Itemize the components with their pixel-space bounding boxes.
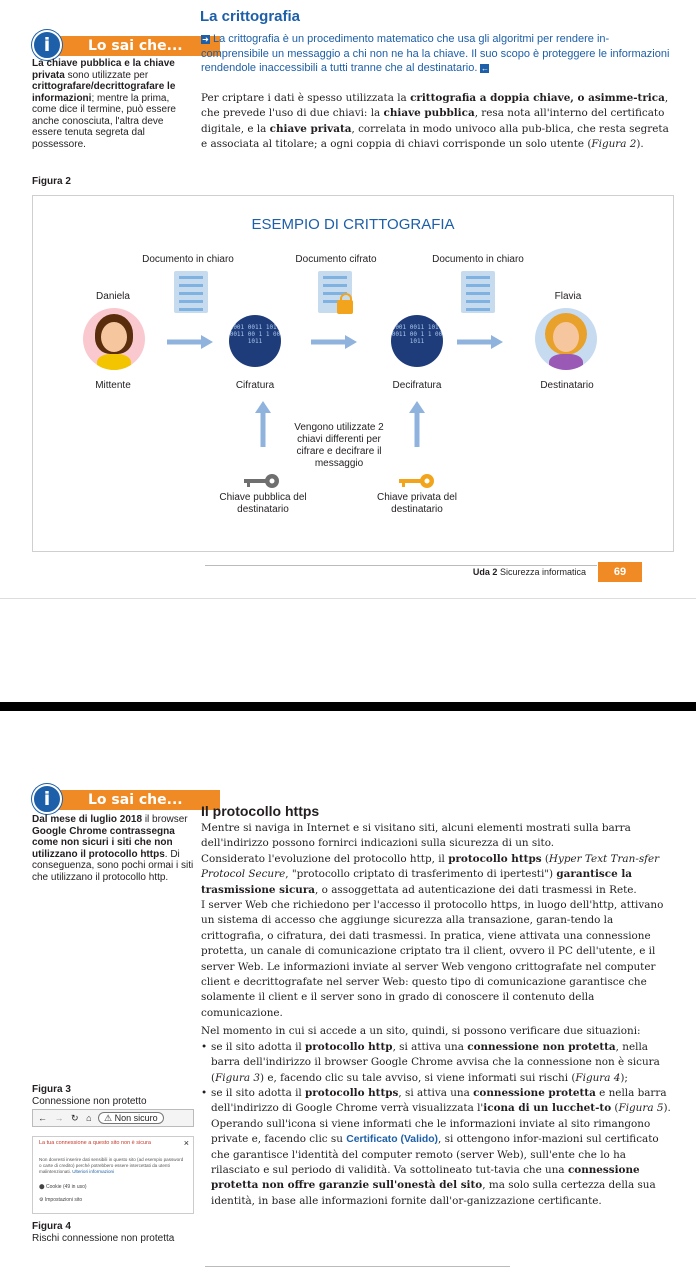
encrypt-label: Cifratura xyxy=(235,380,275,391)
doc-cipher-label: Documento cifrato xyxy=(295,254,377,265)
sender-name: Daniela xyxy=(96,291,130,302)
section-title: Il protocollo https xyxy=(201,803,320,819)
doc-plain-right-label: Documento in chiaro xyxy=(432,254,524,265)
home-icon[interactable]: ⌂ xyxy=(86,1113,92,1123)
figure-4-label: Figura 4 xyxy=(32,1221,71,1232)
lock-icon xyxy=(337,300,353,314)
info-box-text: Dal mese di luglio 2018 il browser Google Chrome contrassegna come non sicuri i siti che non utilizzano il protocollo https. Di conseguenza, sono pochi ormai i siti che utilizzano il protocollo http. xyxy=(32,814,194,883)
bullet-http: • se il sito adotta il protocollo http, si attiva una connessione non protetta, nella barra dell'indirizzo il browser Google Chrome avvisa che la connessione non è sicura (Figura 3) e, facendo clic su tale avviso, si viene informati sui rischi (Figura 4); xyxy=(201,1040,671,1086)
popup-title: La tua connessione a questo sito non è sicura xyxy=(39,1140,151,1146)
public-key-label: Chiave pubblica del destinatario xyxy=(219,492,307,515)
security-popup xyxy=(32,1136,194,1214)
arrow-right-icon xyxy=(457,335,503,349)
sender-role: Mittente xyxy=(95,380,131,391)
crypto-paragraph: Per criptare i dati è spesso utilizzata la crittografia a doppia chiave, o asimme-trica, che prevede l'uso di due chiavi: la chiave pubblica, resa nota all'interno del certificato digitale, e la chiave privata, correlata in modo univoco alla pub-blica, che resta segreta e associata al titolare; a ogni coppia di chiavi corrisponde un solo utente (Figura 2). xyxy=(201,92,669,151)
arrow-icon: ➜ xyxy=(202,35,209,44)
arrow-up-icon xyxy=(255,401,271,447)
footer-rule xyxy=(0,598,696,599)
intro-paragraph: ➜ La crittografia è un procedimento matematico che usa gli algoritmi per rendere in-comprensibile un messaggio a chi non ne ha la chiave. Il suo scopo è proteggere le informazioni rendendole inaccessibili a tutti tranne che al destinatario. ← xyxy=(201,33,670,74)
page-separator xyxy=(0,702,696,711)
popup-settings-row[interactable]: ⚙ Impostazioni sito xyxy=(39,1197,83,1203)
receiver-avatar xyxy=(535,308,597,370)
bullet-https: • se il sito adotta il protocollo https, si attiva una connessione protetta e nella barra dell'indirizzo di Google Chrome verrà visualizzata l'icona di un lucchet-to (Figura 5). Operando sull'icona si viene informati che le informazioni inviate al sito rimangono private e, facendo clic su Certificato (Valido), si ottengono infor-mazioni sul certificato che garantisce l'identità del computer remoto (server Web), sull'ente che lo ha rilasciato e sul periodo di validità. Va sottolineato tut-tavia che una connessione protetta non offre garanzie sull'onestà del sito, ma solo sulla certezza della sua identità, in base alle informazioni fornite dall'or-ganizzazione certificante. xyxy=(201,1086,671,1209)
arrow-right-icon xyxy=(167,335,213,349)
popup-cookie-row[interactable]: ⬤ Cookie (49 in uso) xyxy=(39,1184,87,1190)
https-body: Mentre si naviga in Internet e si visitano siti, alcuni elementi mostrati sulla barra dell'indirizzo possono fornirci indicazioni sulla sicurezza di un sito. Considerato l'evoluzione del protocollo http, il protocollo https (Hyper Text Tran-sfer Protocol Secure, "protocollo criptato di trasferimento di ipertesti") garantisce la trasmissione sicura, o assoggettata ad autenticazione dei dati trasmessi in Rete. I server Web che richiedono per l'accesso il protocollo https, in luogo dell'http, attivano un sistema di accesso che aggiunge sicurezza alla transazione, garan-tendo la crittografia, o cifratura, dei dati trasmessi. In pratica, viene attivata una connessione protetta, un canale di comunicazione criptato tra il client, ovvero il PC dell'utente, e il server Web. Le informazioni inviate al server Web vengono crittografate nel computer client e decrittografate nel server Web: questo tipo di comunicazione garantisce che solamente il client e il server sono in grado di conoscere il contenuto della comunicazione. Nel momento in cui si accede a un sito, quindi, si possono verificare due situazioni: • se il sito adotta il protocollo http, si attiva una connessione non protetta, nella barra dell'indirizzo il browser Google Chrome avvisa che la connessione non è sicura (Figura 3) e, facendo clic su tale avviso, si viene informati sui rischi (Figura 4); • se il sito adotta il protocollo https, si attiva una connessione protetta e nella barra dell'indirizzo di Google Chrome verrà visualizzata l'icona di un lucchet-to (Figura 5). Operando sull'icona si viene informati che le informazioni inviate al sito rimangono private e, facendo clic su Certificato (Valido), si ottengono infor-mazioni sul certificato che garantisce l'identità del computer remoto (server Web), sull'ente che lo ha rilasciato e sul periodo di validità. Va sottolineato tut-tavia che una connessione protetta non offre garanzie sull'onestà del sito, ma solo sulla certezza della sua identità, in base alle informazioni fornite dall'or-ganizzazione certificante. xyxy=(201,821,671,1209)
page-number: 69 xyxy=(598,562,642,582)
figure-3-caption: Connessione non protetto xyxy=(32,1096,147,1107)
encryption-circle: 1001 0011 1011 0011 00 1 1 00 1011 xyxy=(229,315,281,367)
document-icon xyxy=(461,271,495,313)
receiver-role: Destinatario xyxy=(540,380,594,391)
info-icon: i xyxy=(32,784,62,814)
back-icon[interactable]: ← xyxy=(38,1113,47,1123)
info-box-text: La chiave pubblica e la chiave privata sono utilizzate per crittografare/decrittografare le informazioni; mentre la prima, come dice il termine, può essere anche conosciuta, l'altra deve essere tenuta segreta dal possessore. xyxy=(32,58,176,150)
info-box-label: Lo sai che... xyxy=(58,36,220,56)
footer-unit: Uda 2 Sicurezza informatica xyxy=(472,567,586,577)
figure-3-label: Figura 3 xyxy=(32,1084,71,1095)
private-key-label: Chiave privata del destinatario xyxy=(376,492,458,515)
sender-avatar xyxy=(83,308,145,370)
not-secure-badge[interactable]: ⚠ Non sicuro xyxy=(98,1112,164,1124)
keys-note: Vengono utilizzate 2 chiavi differenti per cifrare e decifrare il messaggio xyxy=(294,422,384,469)
doc-plain-left-label: Documento in chiaro xyxy=(142,254,234,265)
receiver-name: Flavia xyxy=(554,291,582,302)
document-icon xyxy=(174,271,208,313)
diagram-title: ESEMPIO DI CRITTOGRAFIA xyxy=(251,216,455,233)
decryption-circle: 1001 0011 1011 0011 00 1 1 00 1011 xyxy=(391,315,443,367)
public-key-icon xyxy=(244,473,282,489)
info-box-label: Lo sai che... xyxy=(58,790,220,810)
return-arrow-icon: ← xyxy=(480,64,489,73)
arrow-right-icon xyxy=(311,335,357,349)
page-title: La crittografia xyxy=(200,8,301,25)
figure-4-caption: Rischi connessione non protetta xyxy=(32,1233,175,1244)
popup-text: Non dovresti inserire dati sensibili in questo sito (ad esempio password o carte di credito) perché potrebbero essere intercettati da utenti malintenzionati. Ulteriori informazioni xyxy=(39,1157,184,1174)
footer-rule xyxy=(205,565,597,566)
browser-address-bar xyxy=(32,1109,194,1127)
reload-icon[interactable]: ↻ xyxy=(71,1113,79,1123)
figure-2-label: Figura 2 xyxy=(32,176,71,187)
decrypt-label: Decifratura xyxy=(392,380,442,391)
info-icon: i xyxy=(32,30,62,60)
footer-rule xyxy=(205,1266,510,1267)
crypto-diagram xyxy=(32,195,674,552)
arrow-up-icon xyxy=(409,401,425,447)
forward-icon[interactable]: → xyxy=(54,1113,64,1123)
private-key-icon xyxy=(399,473,437,489)
popup-close-icon[interactable]: × xyxy=(183,1138,189,1148)
